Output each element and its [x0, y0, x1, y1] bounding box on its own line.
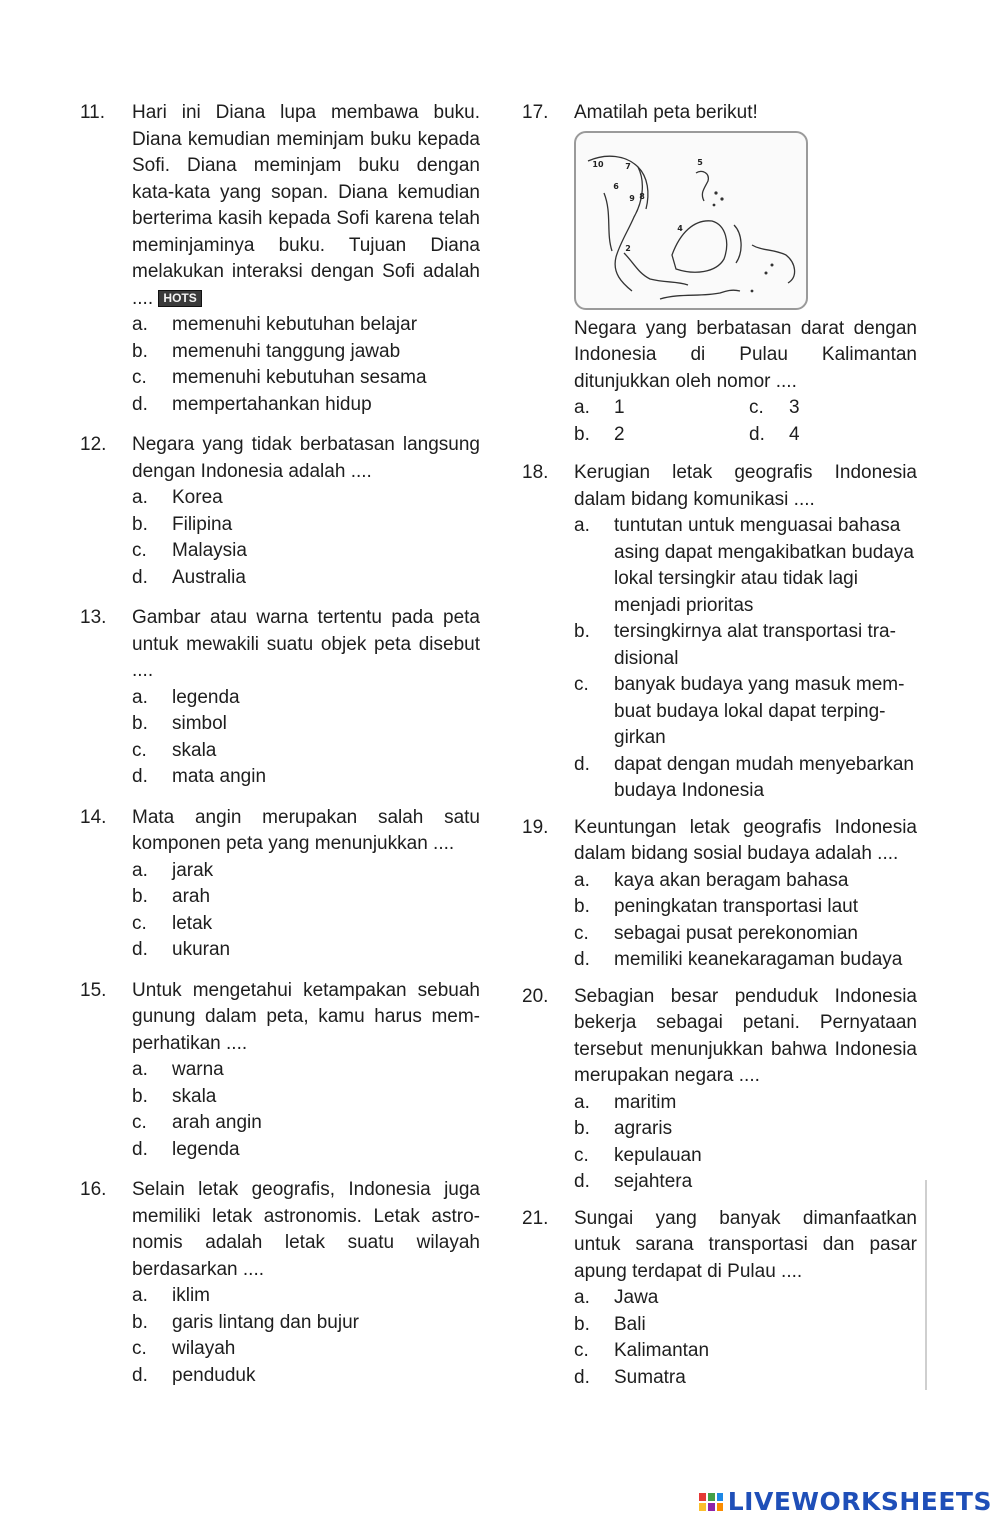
option-list: [574, 1285, 917, 1391]
option-c[interactable]: c. 3: [749, 397, 800, 418]
left-column: [80, 100, 480, 1389]
option-b[interactable]: b. agraris: [574, 1118, 673, 1139]
question-number: 15.: [80, 979, 107, 1001]
option-b[interactable]: b. arah: [132, 886, 211, 907]
option-d[interactable]: d. mempertahankan hidup: [132, 393, 372, 415]
question-text: Negara yang tidak berbatasan langsung dengan Indonesia adalah ....: [132, 434, 480, 482]
question-text: Untuk mengetahui ketampakan sebuah gunung dalam peta, kamu harus mem-perhatikan ....: [132, 979, 480, 1054]
logo-text: LIVEWORKSHEETS: [727, 1487, 992, 1516]
map-label: 8: [639, 191, 645, 201]
option-a[interactable]: a. 1: [574, 397, 625, 418]
question-20: [522, 984, 917, 1196]
option-c[interactable]: c. Kalimantan: [574, 1340, 710, 1361]
question-19: [522, 815, 917, 974]
question-17: [522, 100, 917, 448]
question-prompt: Amatilah peta berikut!: [574, 102, 758, 123]
option-d[interactable]: d. ukuran: [132, 939, 231, 960]
map-label: 4: [677, 223, 683, 233]
liveworksheets-logo[interactable]: [698, 1487, 992, 1516]
option-list: [132, 685, 480, 791]
question-text: Kerugian letak geografis Indonesia dalam bidang komunikasi ....: [574, 462, 917, 510]
option-c[interactable]: c. sebagai pusat perekonomian: [574, 922, 859, 944]
question-text: Mata angin merupakan salah satu komponen peta yang menunjukkan ....: [132, 806, 480, 854]
map-label: 2: [625, 243, 631, 253]
option-list: [132, 312, 480, 418]
question-18: [522, 460, 917, 805]
question-15: [80, 978, 480, 1164]
question-21: [522, 1206, 917, 1392]
page-edge-line: [925, 1180, 927, 1390]
map-label: 10: [592, 159, 604, 169]
option-d[interactable]: d. Australia: [132, 566, 246, 588]
option-c[interactable]: c. letak: [132, 912, 213, 934]
question-number: 16.: [80, 1179, 107, 1200]
option-a[interactable]: a. iklim: [132, 1285, 210, 1306]
map-label: 9: [629, 193, 635, 203]
option-c[interactable]: c. banyak budaya yang masuk mem-buat budaya lokal dapat terping-girkan: [574, 674, 905, 748]
question-number: 20.: [522, 985, 549, 1007]
question-number: 11.: [80, 102, 106, 123]
question-text: Negara yang berbatasan darat dengan Indonesia di Pulau Kalimantan ditunjukkan oleh nomor ....: [574, 317, 917, 392]
option-b[interactable]: b. simbol: [132, 713, 227, 734]
question-number: 17.: [522, 102, 549, 123]
option-b[interactable]: b. Filipina: [132, 513, 233, 535]
option-b[interactable]: b. skala: [132, 1085, 217, 1107]
option-d[interactable]: d. sejahtera: [574, 1171, 693, 1192]
option-list: [574, 395, 917, 448]
option-c[interactable]: c. Malaysia: [132, 540, 247, 561]
map-label: 7: [625, 161, 631, 171]
question-text: Gambar atau warna tertentu pada peta untuk mewakili suatu objek peta disebut ....: [132, 607, 480, 681]
question-text: Sebagian besar penduduk Indonesia bekerja sebagai petani. Pernyataan tersebut menunjukkan bahwa Indonesia merupakan negara ....: [574, 985, 917, 1086]
option-b[interactable]: b. 2: [574, 423, 625, 445]
question-text: Sungai yang banyak dimanfaatkan untuk sarana transportasi dan pasar apung terdapat di Pulau ....: [574, 1207, 917, 1282]
option-d[interactable]: d. mata angin: [132, 766, 267, 787]
question-14: [80, 805, 480, 964]
question-number: 21.: [522, 1207, 549, 1229]
question-11: [80, 100, 480, 418]
option-a[interactable]: a. memenuhi kebutuhan belajar: [132, 314, 418, 335]
option-d[interactable]: d. dapat dengan mudah menyebarkan budaya Indonesia: [574, 753, 915, 801]
map-label: 5: [697, 157, 703, 167]
option-c[interactable]: c. skala: [132, 739, 217, 761]
option-d[interactable]: d. memiliki keanekaragaman budaya: [574, 949, 903, 970]
option-list: [132, 485, 480, 591]
option-b[interactable]: b. tersingkirnya alat transportasi tra-disional: [574, 621, 896, 669]
option-list: [574, 1090, 917, 1196]
option-b[interactable]: b. peningkatan transportasi laut: [574, 896, 858, 917]
worksheet-grid-icon: [698, 1491, 724, 1513]
question-number: 12.: [80, 434, 107, 455]
southeast-asia-map: [574, 131, 808, 310]
question-text: Keuntungan letak geografis Indonesia dalam bidang sosial budaya adalah ....: [574, 816, 917, 864]
option-c[interactable]: c. arah angin: [132, 1112, 262, 1133]
option-b[interactable]: b. Bali: [574, 1313, 646, 1335]
question-16: [80, 1177, 480, 1389]
option-d[interactable]: d. legenda: [132, 1138, 240, 1160]
map-label: 6: [613, 181, 619, 191]
option-list: [132, 1057, 480, 1163]
option-a[interactable]: a. legenda: [132, 686, 240, 708]
option-b[interactable]: b. memenuhi tanggung jawab: [132, 340, 401, 362]
question-text: Hari ini Diana lupa membawa buku. Diana kemudian meminjam buku kepada Sofi. Diana meminjam buku dengan kata-kata yang sopan. Diana kemudian berterima kasih kepada Sofi karena telah meminjaminya buku. Tujuan Diana melakukan interaksi dengan Sofi adalah .... HOTS: [132, 102, 480, 309]
question-number: 18.: [522, 462, 549, 483]
option-a[interactable]: a. maritim: [574, 1091, 677, 1113]
option-list: [132, 1283, 480, 1389]
option-c[interactable]: c. wilayah: [132, 1338, 236, 1359]
option-list: [574, 513, 917, 805]
option-a[interactable]: a. warna: [132, 1059, 224, 1080]
hots-badge: HOTS: [158, 290, 201, 307]
option-a[interactable]: a. Korea: [132, 487, 223, 508]
option-a[interactable]: a. tuntutan untuk menguasai bahasa asing dapat mengakibatkan budaya lokal tersingkir atau tidak lagi menjadi prioritas: [574, 515, 915, 616]
question-number: 19.: [522, 816, 549, 838]
option-d[interactable]: d. penduduk: [132, 1364, 256, 1386]
question-12: [80, 432, 480, 591]
map-icon: [576, 133, 806, 308]
question-text: Selain letak geografis, Indonesia juga memiliki letak astronomis. Letak astro-nomis adalah letak suatu wilayah berdasarkan ....: [132, 1179, 480, 1280]
option-a[interactable]: a. Jawa: [574, 1287, 659, 1308]
option-d[interactable]: d. 4: [749, 423, 800, 445]
option-list: [574, 868, 917, 974]
right-column: [522, 100, 917, 1391]
option-a[interactable]: a. kaya akan beragam bahasa: [574, 869, 849, 891]
option-c[interactable]: c. kepulauan: [574, 1144, 702, 1166]
option-c[interactable]: c. memenuhi kebutuhan sesama: [132, 367, 427, 388]
option-b[interactable]: b. garis lintang dan bujur: [132, 1311, 359, 1333]
option-list: [132, 858, 480, 964]
question-number: 13.: [80, 607, 107, 628]
question-13: [80, 605, 480, 791]
option-a[interactable]: a. jarak: [132, 859, 214, 881]
question-number: 14.: [80, 806, 107, 828]
option-d[interactable]: d. Sumatra: [574, 1366, 686, 1388]
